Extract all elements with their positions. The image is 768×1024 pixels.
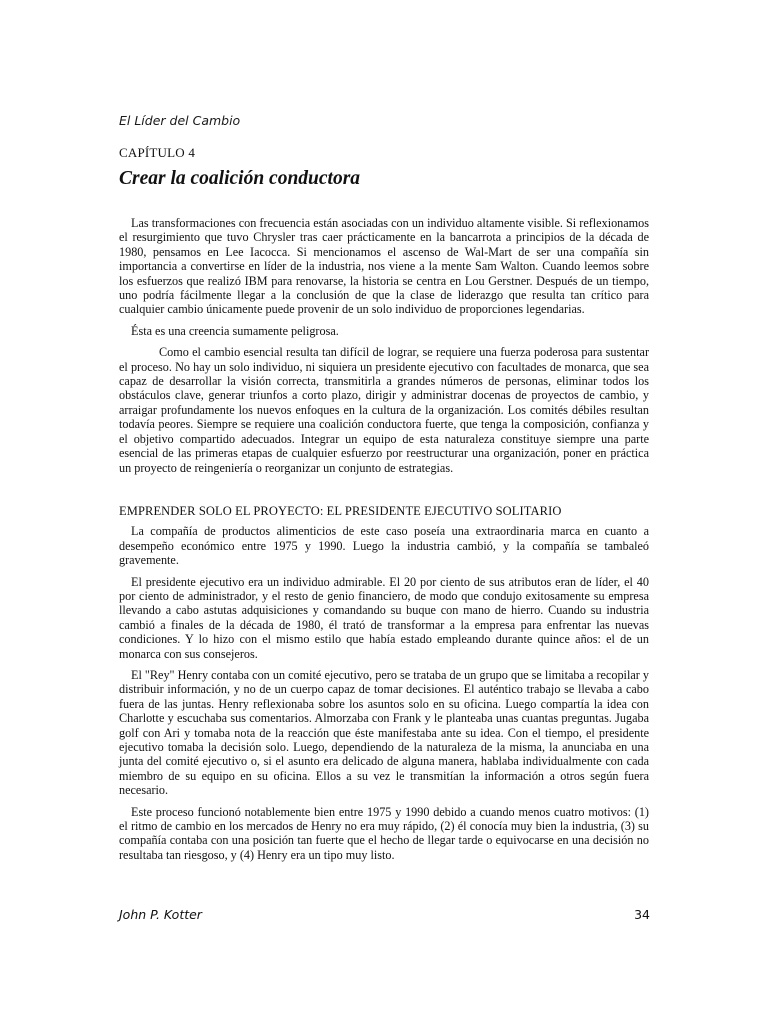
body-paragraph: Como el cambio esencial resulta tan difícil de lograr, se requiere una fuerza poderosa para sustentar el proceso. No hay un solo individuo, ni siquiera un presidente ejecutivo con facultades de monarca, que sea capaz de desarrollar la visión correcta, transmitirla a grandes números de personas, eliminar todos los obstáculos clave, generar triunfos a corto plazo, dirigir y administrar docenas de proyectos de cambio, y arraigar profundamente los nuevos enfoques en la cultura de la organización. Los comités débiles resultan todavía peores. Siempre se requiere una coalición conductora fuerte, que tenga la composición, confianza y el objetivo compartido adecuados. Integrar un equipo de esta naturaleza constituye siempre una parte esencial de las primeras etapas de cualquier esfuerzo por reestructurar una organización, poner en práctica un proyecto de reingeniería o reorganizar un conjunto de estrategias. — [119, 345, 649, 475]
body-paragraph: El presidente ejecutivo era un individuo admirable. El 20 por ciento de sus atributos eran de líder, el 40 por ciento de administrador, y el resto de genio financiero, de modo que condujo exitosamente su empresa llevando a cabo astutas adquisiciones y comandando su buque con mano de hierro. Cuando su industria cambió a finales de la década de 1980, él trató de transformar a la empresa para enfrentar las nuevas condiciones. Y lo hizo con el mismo estilo que había estado empleando durante quince años: el de un monarca con sus consejeros. — [119, 574, 649, 661]
body-paragraph: Este proceso funcionó notablemente bien entre 1975 y 1990 debido a cuando menos cuatro motivos: (1) el ritmo de cambio en los mercados de Henry no era muy rápido, (2) él conocía muy bien la industria, (3) su compañía contaba con una posición tan fuerte que el hecho de llegar tarde o equivocarse en una decisión no resultaba tan riesgoso, y (4) Henry era un tipo muy listo. — [119, 804, 649, 862]
body-paragraph: El "Rey" Henry contaba con un comité ejecutivo, pero se trataba de un grupo que se limitaba a recopilar y distribuir información, y no de un cuerpo capaz de tomar decisiones. El auténtico trabajo se llevaba a cabo fuera de las juntas. Henry reflexionaba sobre los asuntos solo en su oficina. Luego compartía la idea con Charlotte y escuchaba sus comentarios. Almorzaba con Frank y le planteaba unas cuantas preguntas. Jugaba golf con Ari y tomaba nota de la reacción que éste manifestaba ante su idea. Con el tiempo, el presidente ejecutivo tomaba la decisión solo. Luego, dependiendo de la naturaleza de la misma, la anunciaba en una junta del comité ejecutivo o, si el asunto era delicado de alguna manera, hablaba individualmente con cada miembro de su equipo en su oficina. Ellos a su vez le transmitían la información a otros según fuera necesario. — [119, 667, 649, 798]
body-paragraph: Las transformaciones con frecuencia están asociadas con un individuo altamente visible. Si reflexionamos el resurgimiento que tuvo Chrysler tras caer prácticamente en la bancarrota a principios de la década de 1980, pensamos en Lee Iacocca. Si mencionamos el ascenso de Wal-Mart de ser una compañía sin importancia a convertirse en líder de la industria, nos viene a la mente Sam Walton. Cuando leemos sobre los esfuerzos que realizó IBM para renovarse, la historia se centra en Lou Gerstner. Después de un tiempo, uno podría fácilmente llegar a la conclusión de que la clase de liderazgo que resulta tan crítico para cualquier cambio únicamente puede provenir de un solo individuo de proporciones legendarias. — [119, 216, 649, 317]
page-footer — [119, 907, 650, 922]
running-header: El Líder del Cambio — [119, 113, 241, 128]
section-heading: EMPRENDER SOLO EL PROYECTO: EL PRESIDENTE EJECUTIVO SOLITARIO — [119, 503, 562, 518]
chapter-body — [119, 216, 649, 869]
body-paragraph: Ésta es una creencia sumamente peligrosa. — [131, 323, 339, 338]
footer-author: John P. Kotter — [119, 907, 202, 922]
chapter-label: CAPÍTULO 4 — [119, 145, 196, 160]
chapter-title: Crear la coalición conductora — [119, 168, 361, 189]
body-paragraph: La compañía de productos alimenticios de este caso poseía una extraordinaria marca en cuanto a desempeño económico entre 1975 y 1990. Luego la industria cambió, y la compañía se tambaleó gravemente. — [119, 524, 649, 568]
page-number: 34 — [634, 907, 650, 922]
